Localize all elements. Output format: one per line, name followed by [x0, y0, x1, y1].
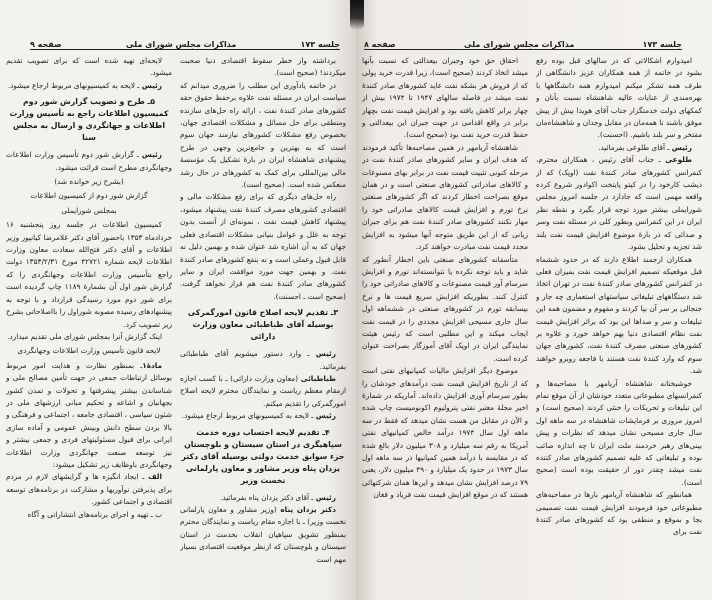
paragraph-text: برداشته واز خطر سقوط اقتصادی دنیا صحبت میکردند! (صحیح است).: [180, 56, 346, 78]
paragraph: [6, 471, 172, 508]
speaker-name: رئیس: [315, 492, 336, 502]
paragraph: [6, 360, 172, 472]
paragraph: [6, 509, 172, 521]
section-heading: [6, 96, 172, 144]
speaker-name: مادهٔ۱: [142, 360, 162, 370]
centered-caption: [6, 176, 172, 188]
paragraph-text: موضوع دیگر افزایش مالیات کمپانیهای نفتی است که از تاریخ افزایش قیمت نفت درآمدهای خودشان را بطور سرسام آوری افزایش داده‌اند. آماریکه در شمارهٔ اخیر مجلهٔ معتبر نفتی پترولیوم اکونومیست چاپ شده و الآن در مقابل من هست نشان میدهد که فقط در سه ماهه اول سال ۱۹۷۴ درآمد خالص کمپانیهای نفتی آمریکا به رقم سه میلیارد و ۳۰۸ میلیون دلار بالغ شده که در مقایسه با درآمد همین کمپانیها در سه ماهه اول سال ۱۹۷۳ در حدود یک میلیارد و ۴۹۰ میلیون دلار، یعنی ۷۹ درصد افزایش نشان میدهد و این‌ها همان شرکتهائی هستند که در موقع افزایش قیمت نفت فریاد و فغان: [362, 366, 528, 500]
section-heading: [180, 427, 346, 487]
page-header: [30, 37, 340, 50]
paragraph: [6, 149, 172, 174]
paragraph: [536, 254, 702, 378]
paragraph-text: (بشرح زیر خوانده شد): [54, 177, 124, 187]
paragraph: [6, 219, 172, 331]
paragraph-text: ـ لایحه به کمیسیونهای مربوط ارجاع میشود.: [7, 80, 142, 90]
page-header: [364, 37, 682, 50]
centered-caption: [6, 205, 172, 217]
right-page: [356, 0, 712, 600]
paragraph-text: ـ لایحه به کمیسیونهای مربوط ارجاع میشود.: [181, 411, 316, 421]
paragraph-text: راه حل‌های دیگری که برای رفع مشکلات مالی و اقتصادی کشورهای مصرف کنندهٔ نفت پیشنهاد میشود، پیشنهاد کاهش قیمت نفت ، نمونه‌ای از آنست بدون توجه به علل و عوامل بنیانی مشکلات اقتصادی فعلی جهان که به آن اشاره شد عنوان شده و بهمین دلیل نه قابل قبول وعملی است و نه بنفع کشورهای صادر کنندهٔ نفت. و بهمین جهت مورد موافقت ایران و سایر کشورهای صادر کنندهٔ نفت هم قرار نخواهد گرفت. (صحیح است ـ احسنت).: [180, 192, 346, 301]
page-number: صفحه ۹: [30, 40, 62, 49]
paragraph-text: در خاتمه یادآوری این مطلب را ضروری میدانم که سیاست ایران در مسئله نفت علاوه برحفظ حقوق حقه کشورهای صادر کنندهٔ نفت ، ارائه راه حل‌های سازنده ومنطقی برای حل مسائل و مشکلات اقتصادی جهان، بخصوص رفع مشکلات کشورهای نیازمند جهان سوم است که به بهترین و جامع‌ترین وجهی در طرح پیشنهادی شاهنشاه ایران در بارهٔ تشکیل یک مؤسسهٔ مالی بین‌المللی برای کمک به کشورهای در حال رشد منعکس شده است. (صحیح است).: [180, 80, 346, 190]
paragraph-text: گزارش شور دوم از کمیسیون اطلاعات: [30, 191, 148, 201]
text-column-right: [536, 55, 702, 570]
paragraph: [6, 80, 172, 92]
paragraph: [362, 365, 528, 501]
text-column-left: [6, 55, 172, 570]
paragraph: [180, 55, 346, 80]
paragraph: [536, 55, 702, 142]
paragraph-text: ب ـ تهیه و اجرای برنامه‌های انتشاراتی و آگاه: [27, 509, 162, 519]
paragraph-text: اینک گزارش آنرا بمجلس شورای ملی تقدیم میدارد.: [7, 331, 162, 341]
speaker-name: رئیس: [315, 411, 336, 421]
paragraph-text: احقاق حق خود وجبران بیعدالتی که نسبت بآنها میشد اتخاذ کردند (صحیح است)، زیرا قدرت خرید پولی که از فروش هر بشکه نفت عاید کشورهای صادر کنندهٔ نفت میشد در فاصله سالهای ۱۹۴۷ تا ۱۹۷۴ بیش از چهار برابر کاهش یافته بود و افزایش قیمت نفت بچهار برابر در واقع اقدامی در جهت جبران این بیعدالتی و حفظ قدرت خرید نفت بود (صحیح است).: [362, 56, 528, 140]
section-heading: [180, 307, 346, 343]
session-number: جلسه ۱۷۳: [642, 40, 682, 49]
speaker-name: طلوعی: [665, 155, 692, 165]
paragraph-text: شاهنشاه آریامهر در همین مصاحبه‌ها تأکید فرمودند که هدف ایران و سایر کشورهای صادر کنندهٔ نفت در مرحله کنونی تثبیت قیمت نفت در برابر بهای مصنوعات و کالاهای صادراتی کشورهای صنعتی است و در همان موقع بصراحت اخطار کردند که اگر کشورهای صنعتی نرخ تورم و افزایش قیمت کالاهای صادراتی خود را مهار نکنند کشورهای صادر کنندهٔ نفت هم برای جبران زیانی که از این طریق متوجه آنها میشود به افزایش مجدد قیمت نفت مبادرت خواهند کرد.: [362, 142, 528, 252]
paragraph-text: خوشبختانه شاهنشاه آریامهر با مصاحبه‌ها و کنفرانسهای مطبوعاتی متعدد خودشان از آن موقع تمام این تبلیغات و تحریکات را خنثی کردند (صحیح است) و امروز مروری بر فرمایشات شاهنشاه در سه ماهه اول سال جاری مسیحی نشان میدهد که نظرات و پیش بینی‌های رهبر خردمند ملت ایران تا چه اندازه صائب بوده و تبلیغاتی که علیه تصمیم کشورهای صادر کننده نفت میشد چقدر دور از حقیقت بوده است (صحیح است).: [536, 378, 702, 487]
paragraph-text: (معاون وزارت دارائی) ـ با کسب اجازه ازمقام معظم ریاست و نمایندگان محترم لایحه اصلاح امورگمرکی را تقدیم میکنم.: [180, 373, 346, 408]
paragraph: [362, 254, 528, 366]
paragraph: [180, 373, 346, 410]
speaker-name: رئیس: [671, 142, 692, 152]
paragraph-text: ـ آقای دکتر یزدان پناه بفرمائید.: [220, 492, 316, 502]
page-number: صفحه ۸: [364, 40, 396, 49]
paragraph: [180, 504, 346, 566]
binding-shadow: [350, 0, 364, 30]
paragraph-text: ۵ـ طرح و تصویب گزارش شور دوم کمیسیون اطلاعات راجع به تأسیس وزارت اطلاعات و جهانگردی و ارسال به مجلس سنا: [9, 97, 169, 143]
running-title: مذاکرات مجلس شورای ملی: [464, 40, 575, 49]
paragraph-text: ـ آقای طلوعی بفرمائید.: [598, 142, 672, 152]
paragraph: [6, 55, 172, 80]
paragraph-text: ـ بمنظور نظارت و هدایت امور مربوط بوسائل ارتباطات جمعی در جهت تأمین مصالح ملی و شناساندن بیشتر پیشرفتها و تحولات و تمدن کشور بجهانیان و اشاعه و تحکیم مبانی ارزشهای ملی در شئون سیاسی ، اقتصادی جامعه ، اجتماعی و فرهنگی و بالا بردن سطح دانش وبینش عمومی و آماده سازی ایرانی برای قبول مسئولیتهای فردی و جمعی بیشتر و نیز توسعه صنعت جهانگردی وزارت اطلاعات وجهانگردی باوظایف زیر تشکیل میشود:: [6, 360, 172, 469]
paragraph-text: ۴ـ تقدیم لایحه احتساب دوره خدمت سپاهیگری در استان سیستان و بلوچستان جزء سوابق خدمت دولتی بوسیله آقای دکتر یزدان پناه وزیر مشاور و معاون پارلمانی نخست وزیر: [181, 427, 345, 485]
paragraph-text: امیدوارم اشکالاتی که در سالهای قبل بوده رفع بشود در خاتمه از همه همکاران عزیز دانشگاهی از طرف همه تشکر میکنم امیدوارم همه دانشگاهها با بهره‌مندی از عنایات عالیه شاهنشاه نسبت بآنان و کمکهای دولت خدمتگزار جناب آقای هویدا بیش از پیش موفق باشند تا همه‌مان در مقابل وجدان و شاهنشاه‌مان مفتخر و سر بلند باشیم. (احسنت).: [536, 56, 702, 140]
paragraph-text: ۳ـ تقدیم لایحه اصلاح قانون امورگمرکی بوسیله آقای طباطبائی معاون وزارت دارائی: [187, 308, 339, 342]
running-title: مذاکرات مجلس شورای ملی: [126, 40, 237, 49]
speaker-name: طباطبائی: [300, 373, 336, 383]
paragraph: [180, 348, 346, 373]
paragraph: [536, 142, 702, 154]
paragraph-text: (وزیر مشاور و معاون پارلمانی نخست وزیر) ـ با اجازه مقام ریاست و نمایندگان محترم بمنظور تشویق سپاهیان انقلاب بخدمت در استان سیستان و بلوچستان که ازنظر موقعیت اقتصادی بسیار مهم است: [180, 504, 346, 564]
text-column-right: [180, 55, 346, 570]
centered-caption: [6, 345, 172, 357]
paragraph-text: ـ وارد دستور میشویم آقای طباطبائی بفرمائید.: [180, 349, 346, 371]
speaker-name: رئیس: [315, 349, 336, 359]
paragraph-text: بمجلس شورایملی: [61, 205, 117, 215]
paragraph-text: همکاران ارجمند اطلاع دارند که در حدود ششماه قبل موقعیکه تصمیم افزایش قیمت نفت بمیزان فعلی در کنفرانس کشورهای صادر کنندهٔ نفت در تهران اتخاذ شد دستگاههای تبلیغاتی سیاستهای استعماری چه جار و جنجالی بر سر آن بپا کردند و مفهوم و مضمون همه این تبلیغات و سر و صداها این بود که براثر افزایش قیمت نفت نظام اقتصادی دنیا بهم خواهد خورد و علاوه بر کشورهای صنعتی مصرف کنندهٔ نفت، کشورهای جهان سوم که وارد کنندهٔ نفت هستند با فاجعه روبرو خواهند شد.: [536, 254, 702, 376]
paragraph: [6, 331, 172, 343]
paragraph: [180, 80, 346, 192]
paragraph-text: ـ گزارش شور دوم تأسیس وزارت اطلاعات وجهانگردی مطرح است قرائت میشود.: [6, 150, 172, 172]
paragraph-text: کمیسیون اطلاعات در جلسه روز پنجشنبه ۱۶ خردادماه ۱۳۵۳ باحضور آقای دکتر غلامرضا کیانپور وزیر اطلاعات و آقای دکتر فتح‌الله سعادت معاون وزارت اطلاعات لایحه شماره ۴۲۷۲۱ مورخ ۱۳۵۳/۲/۳۱ دولت راجع بتأسیس وزارت اطلاعات وجهانگردی را که گزارش شور اول آن بشمارهٔ ۱۱۸۹ چاپ گردیده است برای شور دوم مورد رسیدگی قرارداد و با توجه به پیشنهادهای رسیده مصوبه شوراول را بااصلاحاتی بشرح زیر تصویب کرد.: [6, 220, 172, 329]
paragraph: [362, 55, 528, 142]
paragraph-text: لایحه قانون تأسیس وزارت اطلاعات وجهانگردی: [17, 346, 161, 356]
speaker-name: دکتر یزدان پناه: [280, 504, 336, 514]
paragraph-text: ـ ایجاد انگیزه ها و گرایشهای لازم در مردم برای پذیرفتن نوآوریها و مشارکت در برنامه‌های توسعه اقتصادی و اجتماعی کشور.: [6, 472, 172, 507]
paragraph-text: لایحه‌ای تهیه شده است که برای تصویب تقدیم میشود.: [6, 56, 172, 78]
speaker-name: رئیس: [141, 150, 162, 160]
paragraph: [180, 410, 346, 422]
paragraph-text: متأسفانه کشورهای صنعتی باین اخطار آنطور که شاید و باید توجه نکرده یا نتوانسته‌اند تورم و افزایش سرسام آور قیمت مصنوعات و کالاهای صادراتی خود را کنترل کنند. بطوریکه افزایش سریع قیمت ها و نرخ بیسابقه تورم در کشورهای صنعتی در ششماهه اول سال جاری مسیحی افزایش مجددی را در قیمت نفت ایجاب میکند و این مطلبی است که رئیس هیئت نمایندگی ایران در اوپک آقای آموزگار بصراحت عنوان کرده است.: [362, 254, 528, 363]
paragraph: [362, 142, 528, 254]
text-column-left: [362, 55, 528, 570]
paragraph: [536, 378, 702, 490]
speaker-name: رئیس: [141, 80, 162, 90]
session-number: جلسه ۱۷۳: [300, 40, 340, 49]
paragraph-text: همانطور که شاهنشاه آریامهر بارها در مصاحبه‌های مطبوعاتی خود فرمودند افزایش قیمت نفت تصمیمی بجا و بموقع و منطقی بود که کشورهای صادر کنندهٔ نفت برای: [536, 490, 702, 537]
speaker-name: الف: [148, 472, 162, 482]
paragraph: [536, 489, 702, 539]
paragraph: [536, 154, 702, 253]
centered-caption: [6, 190, 172, 202]
paragraph: [180, 191, 346, 303]
paragraph-text: ـ جناب آقای رئیس ، همکاران محترم، کنفرانس کشورهای صادر کنندهٔ نفت (اوپک) که از دیشب کارخود را در کیتو پایتخت اکوادور شروع کرده واقعه مهمی است که جادارد در جلسه امروز مجلس شورایملی بیشتر مورد توجه قرار بگیرد و نقطه نظر ایران در این کنفرانس وبطور کلی در مسئله نفت وسر و صدائی که در بارهٔ موضوع افزایش قیمت نفت بلند شد تجزیه و تحلیل بشود.: [536, 155, 702, 252]
paragraph: [180, 492, 346, 504]
